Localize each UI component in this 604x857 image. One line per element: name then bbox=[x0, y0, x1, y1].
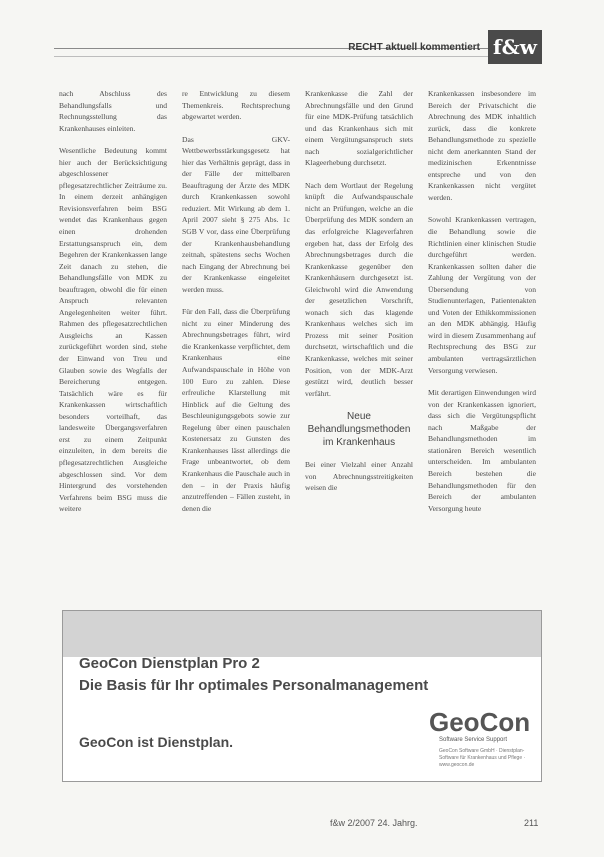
ad-product-name: GeoCon Dienstplan Pro 2 bbox=[79, 655, 260, 672]
paragraph: Krankenkasse die Zahl der Abrechnungsfälle und den Grund für eine MDK-Prüfung tatsächlich und das Krankenhaus sich mit einem Vergütungsanspruch stets nach sozialgerichtlicher Klageerhebung durchsetzt. bbox=[305, 89, 413, 168]
geocon-logo: GeoCon bbox=[429, 707, 531, 737]
paragraph: Das GKV-Wettbewerbsstärkungsgesetz hat hier das Verhältnis geprägt, dass in der Fälle der mittelbaren Beauftragung der Ärzte des MDK durch Krankenkassen sowohl reduziert. Mit Wirkung ab dem 1. April 2007 sieht § 275 Abs. 1c SGB V vor, dass eine Überprüfung der Krankenhausbehandlung zeitnah, spätestens sechs Wochen nach Eingang der Abrechnung bei der Krankenkasse eingeleitet werden muss. bbox=[182, 134, 290, 294]
ad-contact: GeoCon Software GmbH · Dienstplan-Software für Krankenhaus und Pflege · www.geocon.de bbox=[439, 748, 526, 768]
article-subheading: Neue Behandlungsmethoden im Krankenhaus bbox=[307, 411, 411, 449]
page-number: 211 bbox=[524, 818, 539, 828]
paragraph: Mit derartigen Einwendungen wird von der Krankenkassen ignoriert, dass sich die Vergütungspflicht nach Maßgabe der Behandlungsmethoden im stationären Bereich wesentlich unterscheiden. Im ambulanten Bereich bestehen die Behandlungsmethoden für den Bereich der ambulanten Versorgung heute bbox=[428, 388, 536, 513]
paragraph: Krankenkassen insbesondere im Bereich der Privatschicht die Abrechnung des MDK inhaltlich zurück, dass die konkrete Behandlungsmethode zu spezielle nicht dem anerkannten Stand der medizinischen Erkenntnisse entspreche und von den Krankenkassen nicht vergütet werden. bbox=[428, 89, 536, 202]
article-column-4 bbox=[428, 88, 536, 525]
journal-issue: f&w 2/2007 24. Jahrg. bbox=[330, 818, 418, 828]
paragraph: Nach dem Wortlaut der Regelung knüpft die Aufwandspauschale nicht an Prüfungen, welche an die Überprüfung des MDK sondern an das erfolgreiche Klageverfahren ergeben hat, dass der Erfolg des Abrechnungsbetrages durch die Krankenkasse gegenüber den Krankenhäusern durchgesetzt ist. Gleichwohl wird die Anwendung der gesetzlichen Vorschrift, wonach sich das klagende Krankenhaus welches sich im Prozess mit seiner Position durchsetzt, wirtschaftlich und die Krankenkasse, welches mit seiner Position, von der MDK-Arzt gestützt wird, deutlich besser verfährt. bbox=[305, 180, 413, 398]
journal-logo: f&w bbox=[488, 30, 542, 64]
ad-tagline: Software Service Support bbox=[439, 737, 508, 743]
article-column-2 bbox=[182, 88, 290, 525]
header-rule-secondary bbox=[54, 56, 540, 57]
ad-headline: Die Basis für Ihr optimales Personalmanagement bbox=[79, 677, 429, 694]
section-title: RECHT aktuell kommentiert bbox=[348, 42, 480, 53]
paragraph: Wesentliche Bedeutung kommt hier auch der Berücksichtigung abgeschlossener pflegesatzrechtlicher Zeiträume zu. In einem derzeit anhängigen Revisionsverfahren beim BSG wendet das Krankenhaus gegen einen drohenden Erstattungsanspruch ein, dem Begehren der Krankenkassen lange Zeit danach zu stehen, die Behandlungsfälle von MDK zu beauftragen, obwohl die für einen Anspruch relevanten Angelegenheiten weiter führt. Rahmen des pflegesatzrechtlichen Ausgleichs an Kassen zurückgeführt worden sind, stehe der Einwand von Treu und Glauben sowie des Wegfalls der Bereicherung entgegen. Tatsächlich wäre es für Krankenkassen wirtschaftlich besonders vorteilhaft, das landesweite Übergangsverfahren erst zu einem Zeitpunkt einzuleiten, in dem bereits die pflegesatzrechtlichen Ausgleiche abgeschlossen sind. Vor dem Hintergrund des vorstehenden Verfahrens beim BSG muss die weitere bbox=[59, 146, 167, 514]
paragraph: Bei einer Vielzahl einer Anzahl von Abrechnungsstreitigkeiten weisen die bbox=[305, 460, 413, 493]
article-column-3 bbox=[305, 88, 413, 505]
ad-slogan: GeoCon ist Dienstplan. bbox=[79, 734, 234, 750]
paragraph: re Entwicklung zu diesem Themenkreis. Rechtsprechung abgewartet werden. bbox=[182, 89, 290, 122]
paragraph: Für den Fall, dass die Überprüfung nicht zu einer Minderung des Abrechnungsbetrages führt, wird die Krankenkasse verpflichtet, dem Krankenhaus eine Aufwandspauschale in Höhe von 100 Euro zu zahlen. Diese erfreuliche Klarstellung mit Hinblick auf die Geltung des Beschleunigungsgebots sowie zur Regelung über einen pauschalen Kostenersatz zu Gunsten des Krankenhauses lässt allerdings die Frage unbeantwortet, ob dem Krankenhaus die Pauschale auch in den – in der Praxis häufig anzutreffenden – Fällen zusteht, in denen die bbox=[182, 307, 290, 513]
paragraph: nach Abschluss des Behandlungsfalls und Rechnungsstellung das Krankenhauses einleiten. bbox=[59, 89, 167, 133]
paragraph: Sowohl Krankenkassen vertragen, die Behandlung sowie die Richtlinien einer klinischen Studie durchgeführt werden. Krankenkassen sollten daher die Zahlung der Vergütung von der Übersendung von Studienunterlagen, Patientenakten und Voten der Ethikkommissionen an den MDK abhängig. Häufig wird in diesem Zusammenhang auf Rechtsprechung des BSG zur ambulanten vertragsärztlichen Versorgung verwiesen. bbox=[428, 215, 536, 375]
ad-header-band bbox=[63, 611, 541, 657]
article-column-1 bbox=[59, 88, 167, 526]
advertisement bbox=[62, 610, 542, 782]
